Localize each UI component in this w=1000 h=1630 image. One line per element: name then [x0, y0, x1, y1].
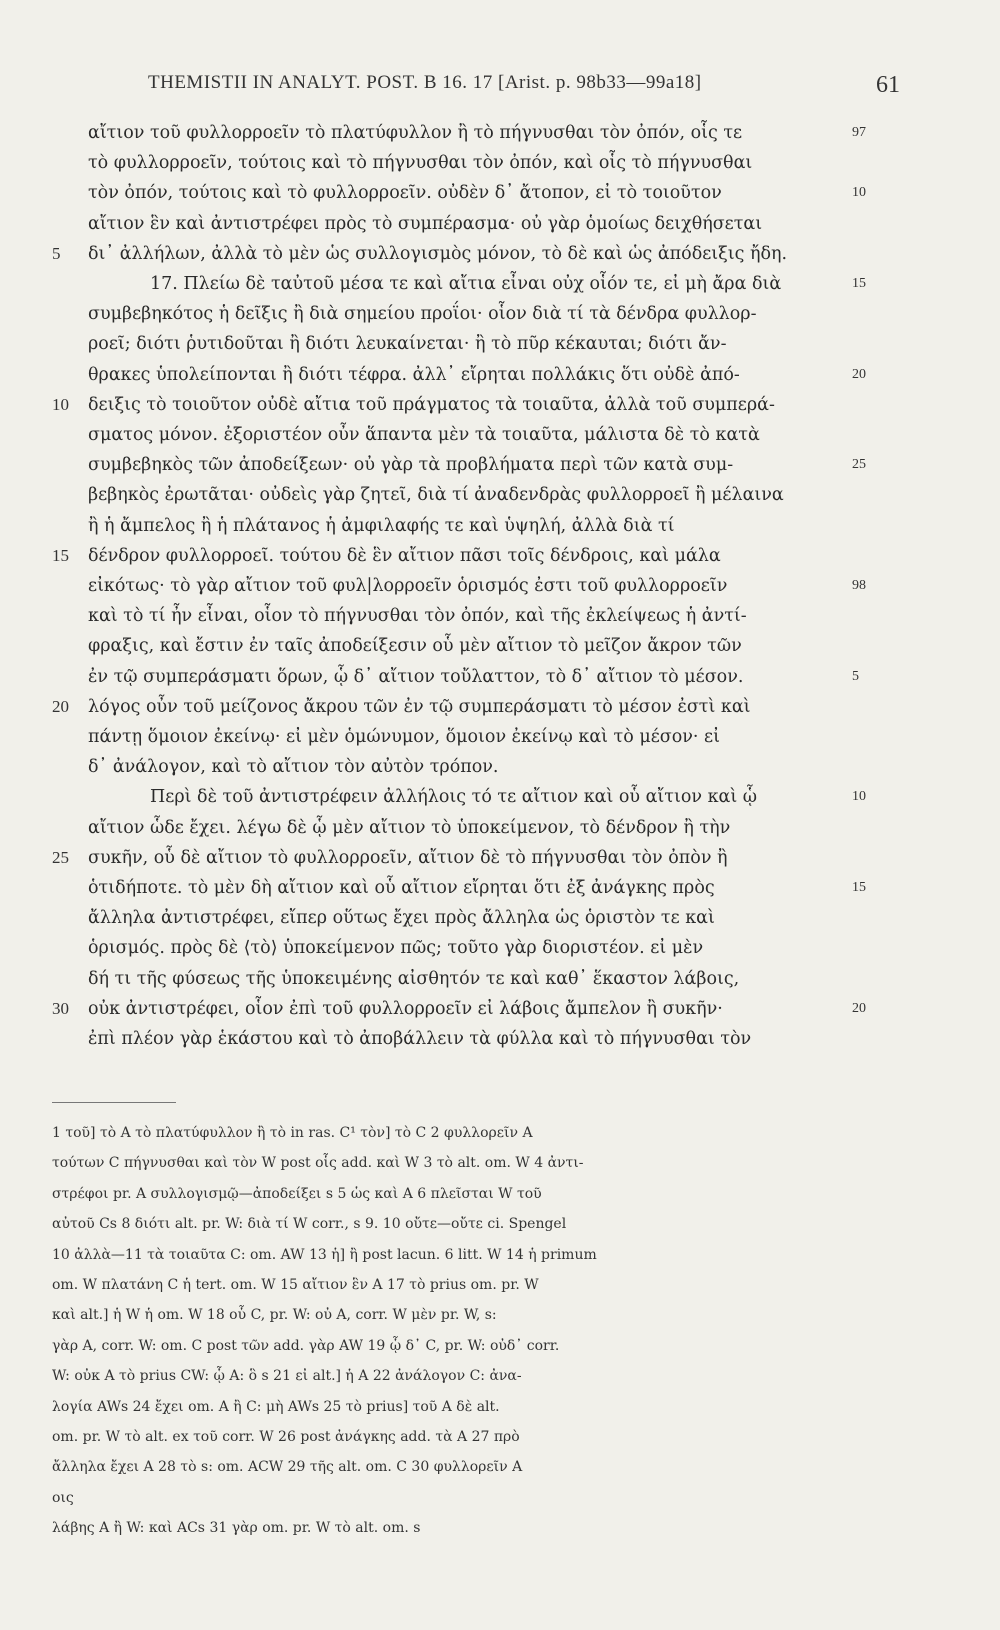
line-number: 5	[52, 243, 61, 263]
text-line	[0, 269, 1000, 299]
text-line	[0, 450, 1000, 480]
footnote-line: λογία AWs 24 ἔχει om. A ἢ C: μὴ AWs 25 τὸ prius] τοῦ A δὲ alt.	[52, 1398, 500, 1415]
line-text: αἴτιον τοῦ φυλλορροεῖν τὸ πλατύφυλλον ἢ τὸ πήγνυσθαι τὸν ὀπόν, οἷς τε	[88, 123, 743, 143]
text-line	[0, 752, 1000, 782]
line-text: δειξις τὸ τοιοῦτον οὐδὲ αἴτια τοῦ πράγματος τὰ τοιαῦτα, ἀλλὰ τοῦ συμπερά-	[88, 394, 775, 415]
line-text: φραξις, καὶ ἔστιν ἐν ταῖς ἀποδείξεσιν οὗ μὲν αἴτιον τὸ μεῖζον ἄκρον τῶν	[88, 636, 742, 657]
line-text: καὶ τὸ τί ἦν εἶναι, οἷον τὸ πήγνυσθαι τὸν ὀπόν, καὶ τῆς ἐκλείψεως ἡ ἀντί-	[88, 606, 747, 627]
page-header	[80, 66, 900, 106]
footnote-line: λάβης A ἢ W: καὶ ACs 31 γὰρ om. pr. W τὸ alt. om. s	[52, 1520, 421, 1537]
line-text: δή τι τῆς φύσεως τῆς ὑποκειμένης αἰσθητόν τε καὶ καθ᾽ ἕκαστον λάβοις,	[88, 968, 740, 989]
margin-reference: 20	[852, 366, 866, 382]
line-text: αἴτιον ὧδε ἔχει. λέγω δὲ ᾧ μὲν αἴτιον τὸ ὑποκείμενον, τὸ δένδρον ἢ τὴν	[88, 817, 731, 838]
text-line	[0, 209, 1000, 239]
text-line	[0, 722, 1000, 752]
line-text: θρακες ὑπολείπονται ἢ διότι τέφρα. ἀλλ᾽ εἴρηται πολλάκις ὅτι οὐδὲ ἀπό-	[88, 364, 740, 385]
text-line	[0, 933, 1000, 963]
text-line	[0, 1024, 1000, 1054]
line-text: δ᾽ ἀνάλογον, καὶ τὸ αἴτιον τὸν αὐτὸν τρόπον.	[88, 757, 499, 778]
footnote-line: om. W πλατάνη C ἡ tert. om. W 15 αἴτιον ἓν A 17 τὸ prius om. pr. W	[52, 1277, 539, 1293]
text-line	[0, 480, 1000, 510]
running-head: THEMISTII IN ANALYT. POST. B 16. 17 [Arist. p. 98b33—99a18]	[148, 72, 702, 93]
text-line	[0, 662, 1000, 692]
text-line	[0, 903, 1000, 933]
margin-reference: 97	[852, 125, 866, 140]
footnote-line: γὰρ A, corr. W: om. C post τῶν add. γὰρ AW 19 ᾧ δ᾽ C, pr. W: οὐδ᾽ corr.	[52, 1337, 560, 1354]
line-text: συκῆν, οὗ δὲ αἴτιον τὸ φυλλορροεῖν, αἴτιον δὲ τὸ πήγνυσθαι τὸν ὀπὸν ἢ	[88, 847, 728, 868]
page-number: 61	[876, 72, 900, 98]
line-text: ὁτιδήποτε. τὸ μὲν δὴ αἴτιον καὶ οὗ αἴτιον εἴρηται ὅτι ἐξ ἀνάγκης πρὸς	[88, 878, 715, 898]
line-text: δι᾽ ἀλλήλων, ἀλλὰ τὸ μὲν ὡς συλλογισμὸς μόνον, τὸ δὲ καὶ ὡς ἀπόδειξις ἤδη.	[88, 243, 788, 264]
line-text: συμβεβηκὸς τῶν ἀποδείξεων· οὐ γὰρ τὰ προβλήματα περὶ τῶν κατὰ συμ-	[88, 455, 734, 476]
line-text: τὸ φυλλορροεῖν, τούτοις καὶ τὸ πήγνυσθαι τὸν ὀπόν, καὶ οἷς τὸ πήγνυσθαι	[88, 153, 753, 174]
line-text: συμβεβηκότος ἡ δεῖξις ἢ διὰ σημείου προΐοι· οἷον διὰ τί τὰ δένδρα φυλλορ-	[88, 304, 757, 325]
text-line	[0, 178, 1000, 208]
line-text: δένδρον φυλλορροεῖ. τούτου δὲ ἓν αἴτιον πᾶσι τοῖς δένδροις, καὶ μάλα	[88, 545, 721, 566]
text-line	[0, 571, 1000, 601]
margin-reference: 10	[852, 789, 866, 805]
text-line	[0, 813, 1000, 843]
footnote-line: στρέφοι pr. A συλλογισμῷ—ἀποδείξει s 5 ὡς καὶ A 6 πλεῖσται W τοῦ	[52, 1185, 542, 1202]
footnote-line: om. pr. W τὸ alt. ex τοῦ corr. W 26 post ἀνάγκης add. τὰ A 27 πρὸ	[52, 1429, 520, 1445]
footnote-line: αὐτοῦ Cs 8 διότι alt. pr. W: διὰ τί W corr., s 9. 10 οὔτε—οὔτε ci. Spengel	[52, 1216, 567, 1233]
text-line	[0, 118, 1000, 148]
text-line	[0, 873, 1000, 903]
footnote-line: τούτων C πήγνυσθαι καὶ τὸν W post οἷς add. καὶ W 3 τὸ alt. om. W 4 ἀντι-	[52, 1155, 584, 1172]
margin-reference: 15	[852, 276, 866, 291]
margin-reference: 15	[852, 880, 866, 895]
footnote-line: 10 ἀλλὰ—11 τὰ τοιαῦτα C: om. AW 13 ἡ] ἢ post lacun. 6 litt. W 14 ἡ primum	[52, 1246, 597, 1263]
margin-reference: 98	[852, 578, 866, 593]
text-line	[0, 782, 1000, 812]
line-number: 25	[52, 847, 69, 867]
footnote-rule	[52, 1102, 176, 1103]
text-line	[0, 360, 1000, 390]
line-text: βεβηκὸς ἐρωτᾶται· οὐδεὶς γὰρ ζητεῖ, διὰ τί ἀναδενδρὰς φυλλορροεῖ ἢ μέλαινα	[88, 485, 784, 506]
line-text: τὸν ὀπόν, τούτοις καὶ τὸ φυλλορροεῖν. οὐδὲν δ᾽ ἄτοπον, εἰ τὸ τοιοῦτον	[88, 183, 722, 204]
text-line	[0, 964, 1000, 994]
text-line	[0, 843, 1000, 873]
text-line	[0, 692, 1000, 722]
text-line	[0, 299, 1000, 329]
footnote-line: ἄλληλα ἔχει A 28 τὸ s: om. ACW 29 τῆς alt. om. C 30 φυλλορεῖν A	[52, 1459, 523, 1476]
text-line	[0, 329, 1000, 359]
line-text: λόγος οὖν τοῦ μείζονος ἄκρου τῶν ἐν τῷ συμπεράσματι τὸ μέσον ἐστὶ καὶ	[88, 696, 751, 717]
line-text: ἐπὶ πλέον γὰρ ἑκάστου καὶ τὸ ἀποβάλλειν τὰ φύλλα καὶ τὸ πήγνυσθαι τὸν	[88, 1029, 752, 1049]
line-text: ἄλληλα ἀντιστρέφει, εἴπερ οὕτως ἔχει πρὸς ἄλληλα ὡς ὁριστὸν τε καὶ	[88, 908, 715, 929]
line-text: ροεῖ; διότι ῥυτιδοῦται ἢ διότι λευκαίνεται· ἢ τὸ πῦρ κέκαυται; διότι ἄν-	[88, 334, 727, 355]
text-line	[0, 239, 1000, 269]
margin-reference: 5	[852, 668, 859, 684]
line-number: 15	[52, 545, 69, 565]
footnote-line: 1 τοῦ] τὸ A τὸ πλατύφυλλον ἢ τὸ in ras. C¹ τὸν] τὸ C 2 φυλλορεῖν A	[52, 1125, 533, 1141]
line-text: αἴτιον ἓν καὶ ἀντιστρέφει πρὸς τὸ συμπέρασμα· οὐ γὰρ ὁμοίως δειχθήσεται	[88, 213, 763, 234]
margin-reference: 20	[852, 1000, 866, 1016]
margin-reference: 10	[852, 185, 866, 201]
line-number: 10	[52, 394, 69, 414]
text-line	[0, 148, 1000, 178]
line-text: σματος μόνον. ἐξοριστέον οὖν ἅπαντα μὲν τὰ τοιαῦτα, μάλιστα δὲ τὸ κατὰ	[88, 425, 760, 445]
line-text: εἰκότως· τὸ γὰρ αἴτιον τοῦ φυλ|λορροεῖν ὁρισμός ἐστι τοῦ φυλλορροεῖν	[88, 576, 728, 596]
footnote-line: καὶ alt.] ἡ W ἡ om. W 18 οὗ C, pr. W: οὐ A, corr. W μὲν pr. W, s:	[52, 1307, 497, 1324]
margin-reference: 25	[852, 457, 866, 473]
line-text: ἐν τῷ συμπεράσματι ὅρων, ᾧ δ᾽ αἴτιον τοὔλαττον, τὸ δ᾽ αἴτιον τὸ μέσον.	[88, 666, 744, 687]
footnote-line: οις	[52, 1489, 74, 1506]
line-text: πάντῃ ὅμοιον ἐκείνῳ· εἰ μὲν ὁμώνυμον, ὅμοιον ἐκείνῳ καὶ τὸ μέσον· εἰ	[88, 727, 720, 747]
line-text: 17. Πλείω δὲ ταὐτοῦ μέσα τε καὶ αἴτια εἶναι οὐχ οἷόν τε, εἰ μὴ ἄρα διὰ	[150, 274, 782, 294]
text-line	[0, 420, 1000, 450]
text-line	[0, 631, 1000, 661]
line-text: ὁρισμός. πρὸς δὲ ⟨τὸ⟩ ὑποκείμενον πῶς; τοῦτο γὰρ διοριστέον. εἰ μὲν	[88, 938, 704, 959]
line-text: ἢ ἡ ἄμπελος ἢ ἡ πλάτανος ἡ ἀμφιλαφής τε καὶ ὑψηλή, ἀλλὰ διὰ τί	[88, 515, 675, 536]
line-text: οὐκ ἀντιστρέφει, οἷον ἐπὶ τοῦ φυλλορροεῖν εἰ λάβοις ἄμπελον ἢ συκῆν·	[88, 998, 723, 1019]
text-line	[0, 390, 1000, 420]
text-line	[0, 994, 1000, 1024]
line-number: 20	[52, 696, 69, 716]
line-text: Περὶ δὲ τοῦ ἀντιστρέφειν ἀλλήλοις τό τε αἴτιον καὶ οὗ αἴτιον καὶ ᾧ	[150, 787, 758, 808]
footnote-line: W: οὐκ A τὸ prius CW: ᾧ A: ὃ s 21 εἰ alt.] ἡ A 22 ἀνάλογον C: ἀνα-	[52, 1368, 522, 1385]
text-line	[0, 541, 1000, 571]
text-line	[0, 601, 1000, 631]
text-line	[0, 511, 1000, 541]
line-number: 30	[52, 998, 69, 1018]
